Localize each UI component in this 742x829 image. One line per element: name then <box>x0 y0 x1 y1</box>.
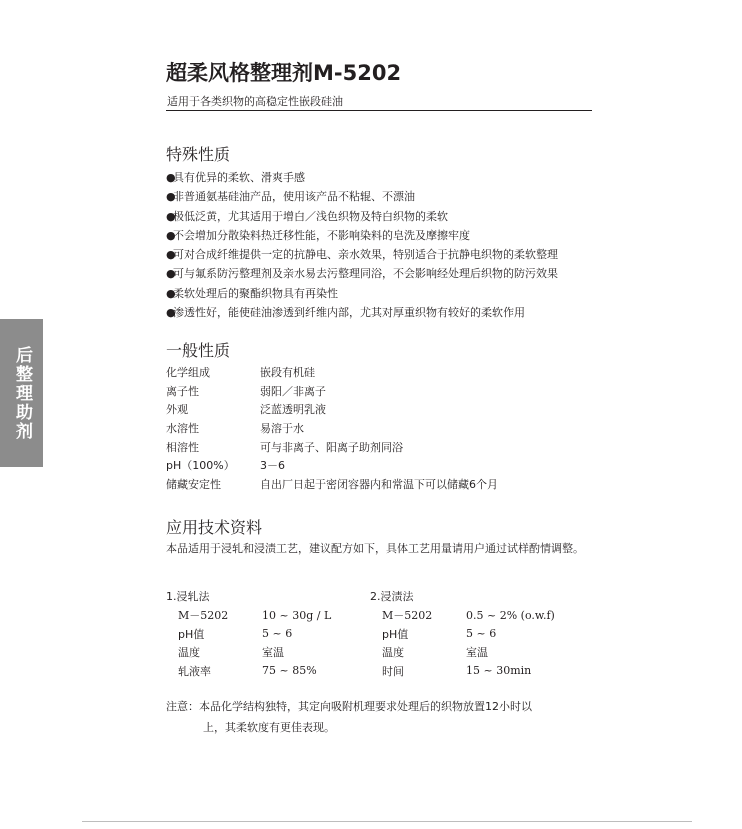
property-value: 弱阳／非离子 <box>260 384 326 398</box>
note-line-2: 上，其柔软度有更佳表现。 <box>203 721 335 734</box>
param-value: 10 ~ 30g / L <box>262 608 332 622</box>
param-name: 时间 <box>382 664 404 678</box>
table-row <box>382 643 555 662</box>
application-intro: 本品适用于浸轧和浸渍工艺，建议配方如下，具体工艺用量请用户通过试样酌情调整。 <box>166 542 584 555</box>
table-row <box>382 662 555 681</box>
table-row <box>178 643 331 662</box>
table-row <box>166 382 498 401</box>
table-row <box>382 625 555 644</box>
method-table <box>178 606 331 680</box>
property-name: 离子性 <box>166 384 199 398</box>
param-name: 温度 <box>178 646 200 660</box>
product-subtitle: 适用于各类织物的高稳定性嵌段硅油 <box>167 95 343 108</box>
property-value: 泛蓝透明乳液 <box>260 403 326 417</box>
property-value: 自出厂日起于密闭容器内和常温下可以储藏6个月 <box>260 477 498 491</box>
param-value: 室温 <box>262 646 284 660</box>
general-heading: 一般性质 <box>166 341 231 360</box>
feature-text: 不会增加分散染料热迁移性能，不影响染料的皂洗及摩擦牢度 <box>173 228 470 242</box>
note-line-1: 注意：本品化学结构独特，其定向吸附机理要求处理后的织物放置12小时以 <box>166 700 532 713</box>
feature-text: 具有优异的柔软、滑爽手感 <box>173 171 305 184</box>
list-item <box>166 245 558 264</box>
param-name: pH值 <box>382 627 409 641</box>
side-tab-label: 后整理助剂 <box>12 345 32 441</box>
feature-text: 柔软处理后的聚酯织物具有再染性 <box>173 286 338 300</box>
list-item <box>166 303 558 322</box>
footer-divider <box>82 821 692 822</box>
property-name: 储藏安定性 <box>166 477 221 491</box>
bullet-icon: ● <box>166 248 176 262</box>
property-name: 化学组成 <box>166 366 210 380</box>
param-value: 5 ~ 6 <box>262 627 293 641</box>
param-name: pH值 <box>178 627 205 641</box>
table-row <box>166 419 498 438</box>
bullet-icon: ● <box>166 209 176 223</box>
side-tab <box>0 319 43 467</box>
param-name: M－5202 <box>382 609 433 623</box>
table-row <box>178 606 331 625</box>
param-value: 15 ~ 30min <box>466 664 532 678</box>
features-list <box>166 168 558 322</box>
list-item <box>166 264 558 283</box>
table-row <box>166 437 498 456</box>
list-item <box>166 284 558 303</box>
bullet-icon: ● <box>166 306 176 320</box>
table-row <box>382 606 555 625</box>
general-properties-table <box>166 363 498 493</box>
table-row <box>178 625 331 644</box>
usage-note <box>166 696 532 738</box>
table-row <box>166 456 498 475</box>
param-name: M－5202 <box>178 609 229 623</box>
table-row <box>166 400 498 419</box>
feature-text: 极低泛黄，尤其适用于增白／浅色织物及特白织物的柔软 <box>173 209 448 223</box>
property-value: 3－6 <box>260 459 285 473</box>
param-value: 75 ~ 85% <box>262 664 317 678</box>
property-name: 外观 <box>166 403 188 417</box>
param-value: 5 ~ 6 <box>466 627 497 641</box>
param-name: 轧液率 <box>178 664 211 678</box>
features-heading: 特殊性质 <box>166 145 231 164</box>
method-table <box>382 606 555 680</box>
feature-text: 可与氟系防污整理剂及亲水易去污整理同浴，不会影响经处理后织物的防污效果 <box>173 267 558 281</box>
bullet-icon: ● <box>166 228 176 242</box>
param-name: 温度 <box>382 646 404 660</box>
property-name: 水溶性 <box>166 422 199 436</box>
exhaust-method <box>370 587 555 680</box>
feature-text: 非普通氨基硅油产品，使用该产品不粘辊、不漂油 <box>173 190 415 204</box>
bullet-icon: ● <box>166 286 176 300</box>
list-item <box>166 187 558 206</box>
param-value: 室温 <box>466 646 488 660</box>
table-row <box>166 475 498 494</box>
table-row <box>166 363 498 382</box>
property-name: pH（100%） <box>166 459 235 473</box>
feature-text: 可对合成纤维提供一定的抗静电、亲水效果，特别适合于抗静电织物的柔软整理 <box>173 248 558 262</box>
list-item <box>166 226 558 245</box>
param-value: 0.5 ~ 2% (o.w.f) <box>466 608 555 622</box>
bullet-icon: ● <box>166 190 176 204</box>
property-value: 易溶于水 <box>260 422 304 436</box>
bullet-icon: ● <box>166 267 176 281</box>
application-heading: 应用技术资料 <box>166 518 263 537</box>
title-divider <box>166 110 592 111</box>
list-item <box>166 207 558 226</box>
property-name: 相溶性 <box>166 440 199 454</box>
property-value: 嵌段有机硅 <box>260 366 315 380</box>
method-title: 2.浸渍法 <box>370 590 414 603</box>
table-row <box>178 662 331 681</box>
feature-text: 渗透性好，能使硅油渗透到纤维内部，尤其对厚重织物有较好的柔软作用 <box>173 306 525 320</box>
padding-method <box>166 587 331 680</box>
property-value: 可与非离子、阳离子助剂同浴 <box>260 440 403 454</box>
bullet-icon: ● <box>166 171 176 184</box>
method-title: 1.浸轧法 <box>166 590 210 603</box>
product-title: 超柔风格整理剂M-5202 <box>166 61 402 85</box>
list-item <box>166 168 558 187</box>
